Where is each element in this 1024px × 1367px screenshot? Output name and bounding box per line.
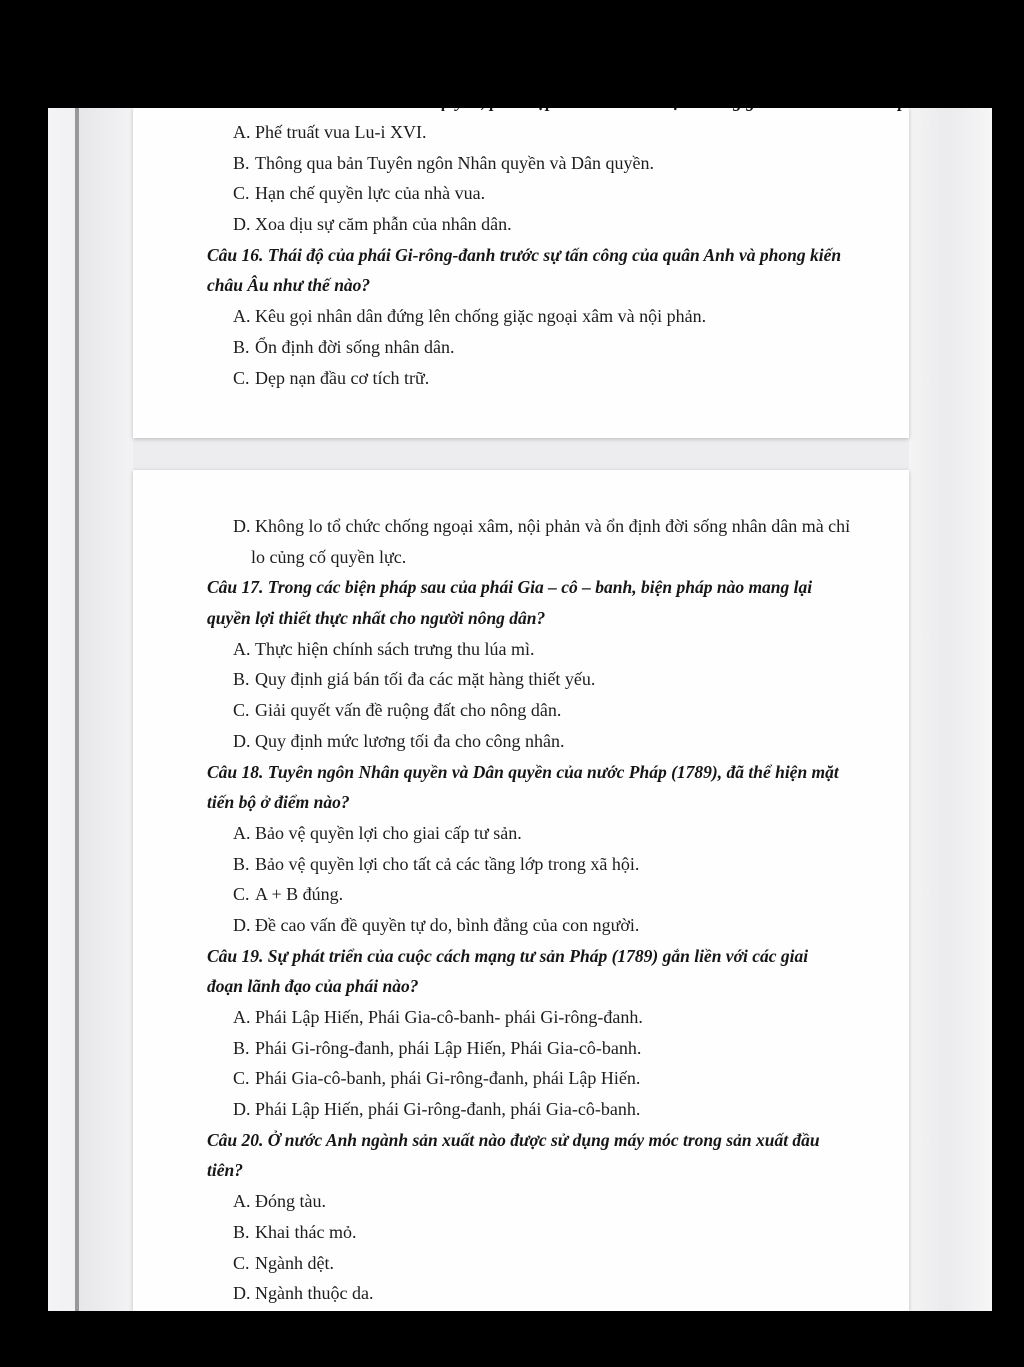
- question-stem-line: Câu 18. Tuyên ngôn Nhân quyền và Dân quyền của nước Pháp (1789), đã thể hiện mặt: [207, 761, 839, 782]
- option-label: B.: [233, 1221, 250, 1242]
- page-1-text: [133, 108, 909, 393]
- answer-option-line: [233, 849, 909, 880]
- option-text: Đóng tàu.: [255, 1191, 326, 1212]
- answer-option-line: [233, 879, 909, 910]
- answer-option-line: [233, 1033, 909, 1064]
- question-stem-line: châu Âu như thế nào?: [207, 275, 371, 296]
- answer-option-line: [233, 363, 909, 394]
- option-label: A.: [233, 822, 251, 843]
- option-label: A.: [233, 1191, 251, 1212]
- option-label: D.: [233, 1099, 251, 1120]
- option-label: C.: [233, 1252, 250, 1273]
- option-label: C.: [233, 1068, 250, 1089]
- answer-option-line: [233, 634, 909, 665]
- letterbox-left: [0, 0, 48, 1367]
- option-text: Bảo vệ quyền lợi cho tất cả các tầng lớp trong xã hội.: [255, 853, 640, 874]
- option-label: A.: [233, 638, 251, 659]
- option-text: Xoa dịu sự căm phẫn của nhân dân.: [255, 214, 512, 235]
- answer-option-line: [233, 1248, 909, 1279]
- option-text: Ngành thuộc da.: [255, 1283, 374, 1304]
- answer-option-line: [233, 726, 909, 757]
- question-stem-line: Câu 17. Trong các biện pháp sau của phái Gia – cô – banh, biện pháp nào mang lại: [207, 577, 813, 598]
- document-page-1: [133, 108, 909, 438]
- answer-option-line: [233, 695, 909, 726]
- option-label: D.: [233, 516, 251, 536]
- answer-option-line: [233, 148, 909, 179]
- option-text: Dẹp nạn đầu cơ tích trữ.: [255, 367, 430, 388]
- option-label: C.: [233, 367, 250, 388]
- question-stem-line: tiên?: [207, 1160, 243, 1181]
- option-text: Phái Gia-cô-banh, phái Gi-rông-đanh, phái Lập Hiến.: [255, 1068, 641, 1089]
- document-viewer-content[interactable]: [48, 108, 992, 1311]
- option-text: Quy định mức lương tối đa cho công nhân.: [255, 730, 565, 751]
- option-text: Thực hiện chính sách trưng thu lúa mì.: [255, 638, 535, 659]
- option-text: Phái Gi-rông-đanh, phái Lập Hiến, Phái Gia-cô-banh.: [255, 1037, 642, 1058]
- answer-option-line: [233, 1186, 909, 1217]
- option-text: Đề cao vấn đề quyền tự do, bình đẳng của con người.: [255, 914, 640, 935]
- answer-option-line: [233, 301, 909, 332]
- option-label: C.: [233, 884, 250, 905]
- question-stem-line: Câu 19. Sự phát triển của cuộc cách mạng tư sản Pháp (1789) gắn liền với các giai: [207, 945, 809, 966]
- option-text: Ổn định đời sống nhân dân.: [255, 336, 455, 357]
- option-label: B.: [233, 336, 250, 357]
- option-text: Quy định giá bán tối đa các mặt hàng thiết yếu.: [255, 669, 596, 690]
- viewer-right-gutter: [909, 108, 992, 1311]
- viewer-left-gutter: [48, 108, 133, 1311]
- question-stem-line: Câu 16. Thái độ của phái Gi-rông-đanh trước sự tấn công của quân Anh và phong kiến: [207, 244, 842, 265]
- letterbox-right: [992, 0, 1024, 1367]
- answer-option-line: [233, 511, 909, 542]
- option-label: B.: [233, 853, 250, 874]
- answer-option-line: [233, 332, 909, 363]
- option-text: Ngành dệt.: [255, 1252, 334, 1273]
- question-stem-line: tiến bộ ở điểm nào?: [207, 792, 350, 813]
- answer-option-line: [233, 117, 909, 148]
- option-label: C.: [233, 700, 250, 721]
- answer-option-line: [233, 818, 909, 849]
- answer-option-line: [233, 1063, 909, 1094]
- answer-option-line: lo củng cố quyền lực.: [251, 546, 407, 567]
- option-label: A.: [233, 122, 251, 142]
- answer-option-line: [233, 1002, 909, 1033]
- option-text: Khai thác mỏ.: [255, 1221, 357, 1242]
- question-stem-line: quyền lợi thiết thực nhất cho người nông dân?: [207, 608, 546, 629]
- option-label: A.: [233, 306, 251, 327]
- option-text: Hạn chế quyền lực của nhà vua.: [255, 183, 486, 204]
- option-text: Kêu gọi nhân dân đứng lên chống giặc ngoại xâm và nội phản.: [255, 306, 707, 327]
- question-stem-line: đoạn lãnh đạo của phái nào?: [207, 976, 419, 997]
- document-page-2: [133, 470, 909, 1311]
- answer-option-line: [233, 1278, 909, 1309]
- answer-option-line: [233, 664, 909, 695]
- option-text: Phế truất vua Lu-i XVI.: [255, 122, 427, 142]
- option-label: A.: [233, 1007, 251, 1027]
- option-label: D.: [233, 914, 251, 935]
- question-stem-line: Câu 20. Ở nước Anh ngành sản xuất nào được sử dụng máy móc trong sản xuất đầu: [207, 1129, 820, 1150]
- option-label: B.: [233, 669, 250, 690]
- option-text: Phái Lập Hiến, Phái Gia-cô-banh- phái Gi-rông-đanh.: [255, 1007, 643, 1027]
- option-text: A + B đúng.: [255, 884, 344, 905]
- option-label: C.: [233, 183, 250, 204]
- option-label: B.: [233, 1037, 250, 1058]
- option-text: Phái Lập Hiến, phái Gi-rông-đanh, phái Gia-cô-banh.: [255, 1099, 641, 1120]
- viewer-gutter-divider-line: [75, 108, 79, 1311]
- letterbox-top: [0, 0, 1024, 108]
- answer-option-line: [233, 178, 909, 209]
- option-text: Thông qua bản Tuyên ngôn Nhân quyền và Dân quyền.: [255, 152, 654, 173]
- option-label: D.: [233, 214, 251, 235]
- page-2-text: [133, 470, 909, 1309]
- answer-option-line: [233, 209, 909, 240]
- option-label: B.: [233, 152, 250, 173]
- letterbox-bottom: [0, 1311, 1024, 1367]
- option-label: D.: [233, 730, 251, 751]
- answer-option-line: [233, 910, 909, 941]
- answer-option-line: [233, 1094, 909, 1125]
- option-text: Bảo vệ quyền lợi cho giai cấp tư sản.: [255, 822, 522, 843]
- option-text: Giải quyết vấn đề ruộng đất cho nông dân.: [255, 700, 562, 721]
- option-label: D.: [233, 1283, 251, 1304]
- answer-option-line: [233, 1217, 909, 1248]
- option-text: Không lo tổ chức chống ngoại xâm, nội phản và ổn định đời sống nhân dân mà chỉ: [255, 516, 851, 536]
